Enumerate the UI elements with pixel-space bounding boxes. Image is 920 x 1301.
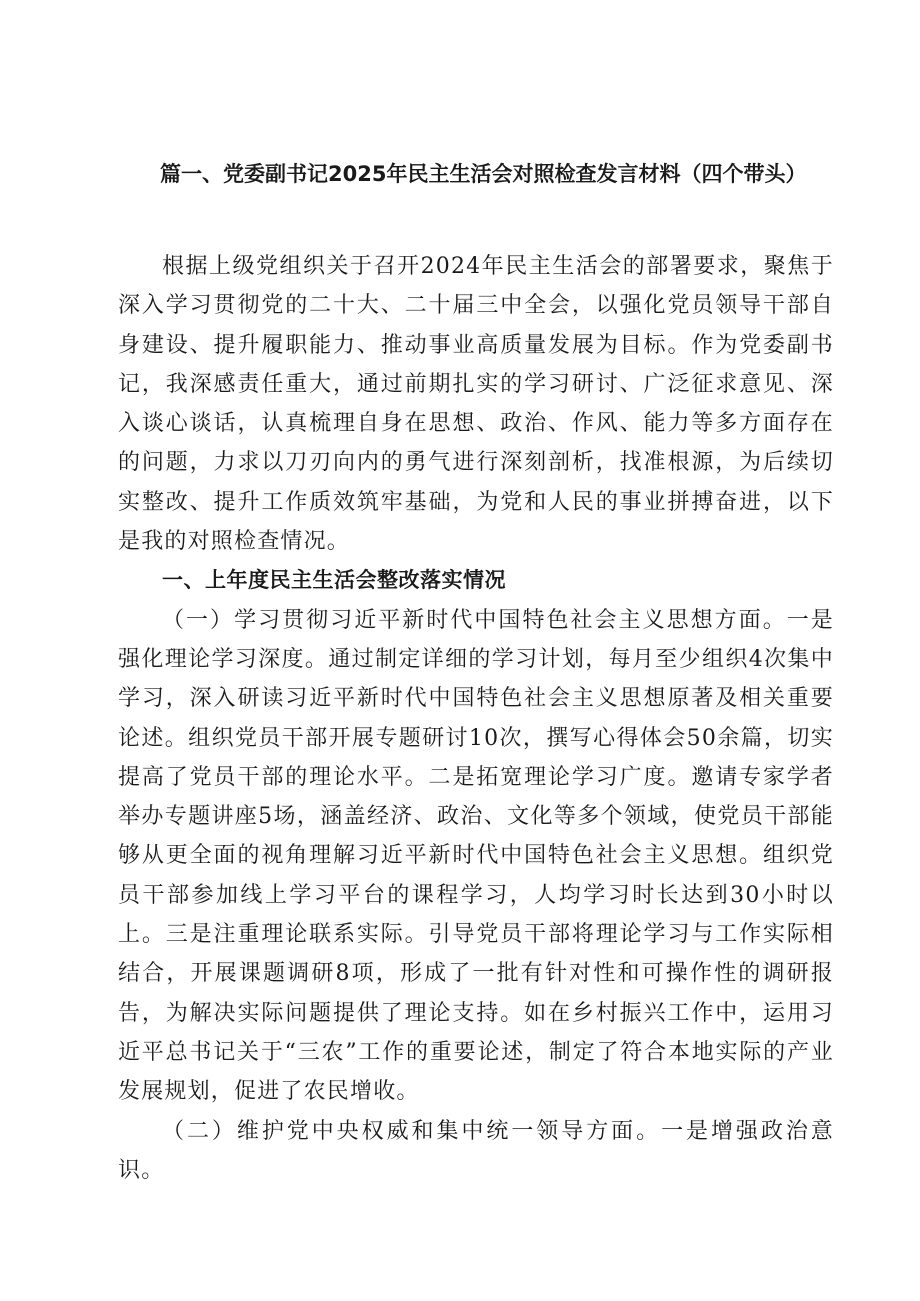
section-paragraph-2: （二）维护党中央权威和集中统一领导方面。一是增强政治意识。 <box>118 1118 834 1183</box>
section-paragraph-1: （一）学习贯彻习近平新时代中国特色社会主义思想方面。一是强化理论学习深度。通过制定详细的学习计划，每月至少组织4次集中学习，深入研读习近平新时代中国特色社会主义思想原著及相关重要论述。组织党员干部开展专题研讨10次，撰写心得体会50余篇，切实提高了党员干部的理论水平。二是拓宽理论学习广度。邀请专家学者举办专题讲座5场，涵盖经济、政治、文化等多个领域，使党员干部能够从更全面的视角理解习近平新时代中国特色社会主义思想。组织党员干部参加线上学习平台的课程学习，人均学习时长达到30小时以上。三是注重理论联系实际。引导党员干部将理论学习与工作实际相结合，开展课题调研8项，形成了一批有针对性和可操作性的调研报告，为解决实际问题提供了理论支持。如在乡村振兴工作中，运用习近平总书记关于“三农”工作的重要论述，制定了符合本地实际的产业发展规划，促进了农民增收。 <box>118 607 834 1105</box>
intro-paragraph: 根据上级党组织关于召开2024年民主生活会的部署要求，聚焦于深入学习贯彻党的二十大、二十届三中全会，以强化党员领导干部自身建设、提升履职能力、推动事业高质量发展为目标。作为党委副书记，我深感责任重大，通过前期扎实的学习研讨、广泛征求意见、深入谈心谈话，认真梳理自身在思想、政治、作风、能力等多方面存在的问题，力求以刀刃向内的勇气进行深刻剖析，找准根源，为后续切实整改、提升工作质效筑牢基础，为党和人民的事业拼搏奋进，以下是我的对照检查情况。 <box>118 254 834 555</box>
document-body <box>118 247 834 1190</box>
section-heading: 一、上年度民主生活会整改落实情况 <box>162 568 506 593</box>
document-title: 篇一、党委副书记2025年民主生活会对照检查发言材料（四个带头） <box>160 162 807 186</box>
